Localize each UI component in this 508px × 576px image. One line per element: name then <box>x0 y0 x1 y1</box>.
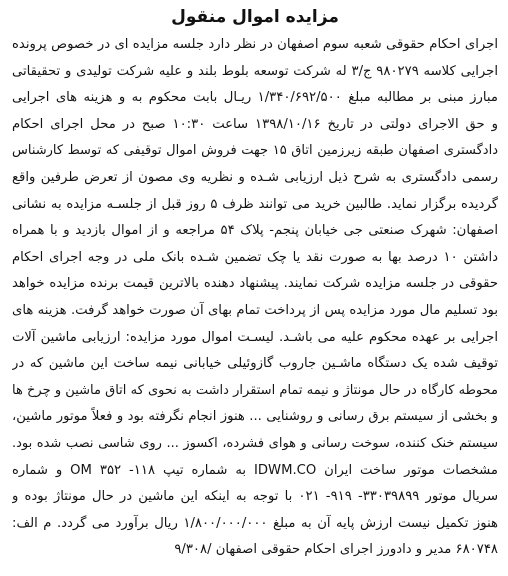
notice-body <box>12 32 498 564</box>
notice-line: بود تسلیم مال مورد مزایده پس از پرداخت تمام بهای آن صورت خواهد گرفت. هزینه های <box>12 302 498 318</box>
notice-line: و بخشی از سیستم برق رسانی و روشنایی ... هنوز انجام نگرفته بود و فعلاً موتور ماشین، <box>12 409 498 425</box>
notice-line: گردیده برگزار نماید. طالبین خرید می توانند ظرف ۵ روز قبل از جلسـه مزایده به نشانی <box>12 196 498 212</box>
notice-line: سیستم خنک کننده، سوخت رسانی و هوای فشرده، اکسوز ... روی شاسی نصب شده بود. <box>12 435 498 451</box>
notice-line: اجرایی بر عهده محکوم علیه می باشـد. لیسـت اموال مورد مزایده: ارزیابی ماشین آلات <box>12 329 498 345</box>
notice-line: اجرایی کلاسه ۹۸۰۲۷۹ ج/۳ له شرکت توسعه بلوط بلند و علیه شرکت تولیدی و تحقیقاتی <box>12 63 498 79</box>
notice-line: اجرای احکام حقوقی شعبه سوم اصفهان در نظر دارد جلسه مزایده ای در خصوص پرونده <box>12 37 498 52</box>
notice-line: دادگستری اصفهان طبقه زیرزمین اتاق ۱۵ جهت فروش اموال توقیفی که توسط کارشناس <box>12 143 498 159</box>
notice-line: ۶۸۰۷۴۸ مدیر و دادورز اجرای احکام حقوقی اصفهان /۹/۳۰۸ <box>174 542 498 558</box>
notice-line: و حق الاجرای دولتی در تاریخ ۱۳۹۸/۱۰/۱۶ ساعت ۱۰:۳۰ صبح در محل اجرای احکام <box>12 116 498 132</box>
notice-line: هنوز تکمیل نیست ارزش پایه آن به مبلغ ۱/۸۰۰/۰۰۰/۰۰۰ ریال برآورد می گردد. م الف: <box>12 515 498 531</box>
notice-line: توقیف شده یک دستگاه ماشـین جاروب گازوئیلی خیابانی نیمه ساخت این ماشین که در <box>12 356 498 372</box>
notice-line: حقوقی در جلسه مزایده شرکت نمایند. پیشنهاد دهنده بالاترین قیمت برنده مزایده خواهد <box>12 276 498 292</box>
notice-line: اصفهان: شهرک صنعتی جی خیابان پنجم- پلاک ۵۴ مراجعه و از اموال بازدید و با همراه <box>12 223 498 239</box>
notice-line: داشتن ۱۰ درصد بها به صورت نقد یا چک تضمین شـده بانک ملی در وجه اجرای احکام <box>12 249 498 265</box>
notice-line: مبارز مبنی بر مطالبه مبلغ ۱/۳۴۰/۶۹۲/۵۰۰ ریـال بابت محکوم به و هزینه های اجرایی <box>12 90 498 106</box>
notice-line: مشخصات موتور ساخت ایران IDWM.CO به شماره تیپ ۱۱۸- ۳۵۲ OM و شماره <box>12 462 498 478</box>
notice-line: محوطه کارگاه در حال مونتاژ و نیمه تمام استقرار داشت به نحوی که اتاق ماشین و چرخ ها <box>12 382 498 398</box>
notice-line: رسمی دادگستری به شرح ذیل ارزیابی شـده و نظریه وی مصون از تعرض طرفین واقع <box>12 169 498 185</box>
notice-title: مزایده اموال منقول <box>171 7 339 27</box>
notice-line: سریال موتور ۳۳۰۳۹۸۹۹- ۹۱۹- ۰۲۱ با توجه به اینکه این ماشین در حال مونتاژ بوده و <box>12 489 498 505</box>
